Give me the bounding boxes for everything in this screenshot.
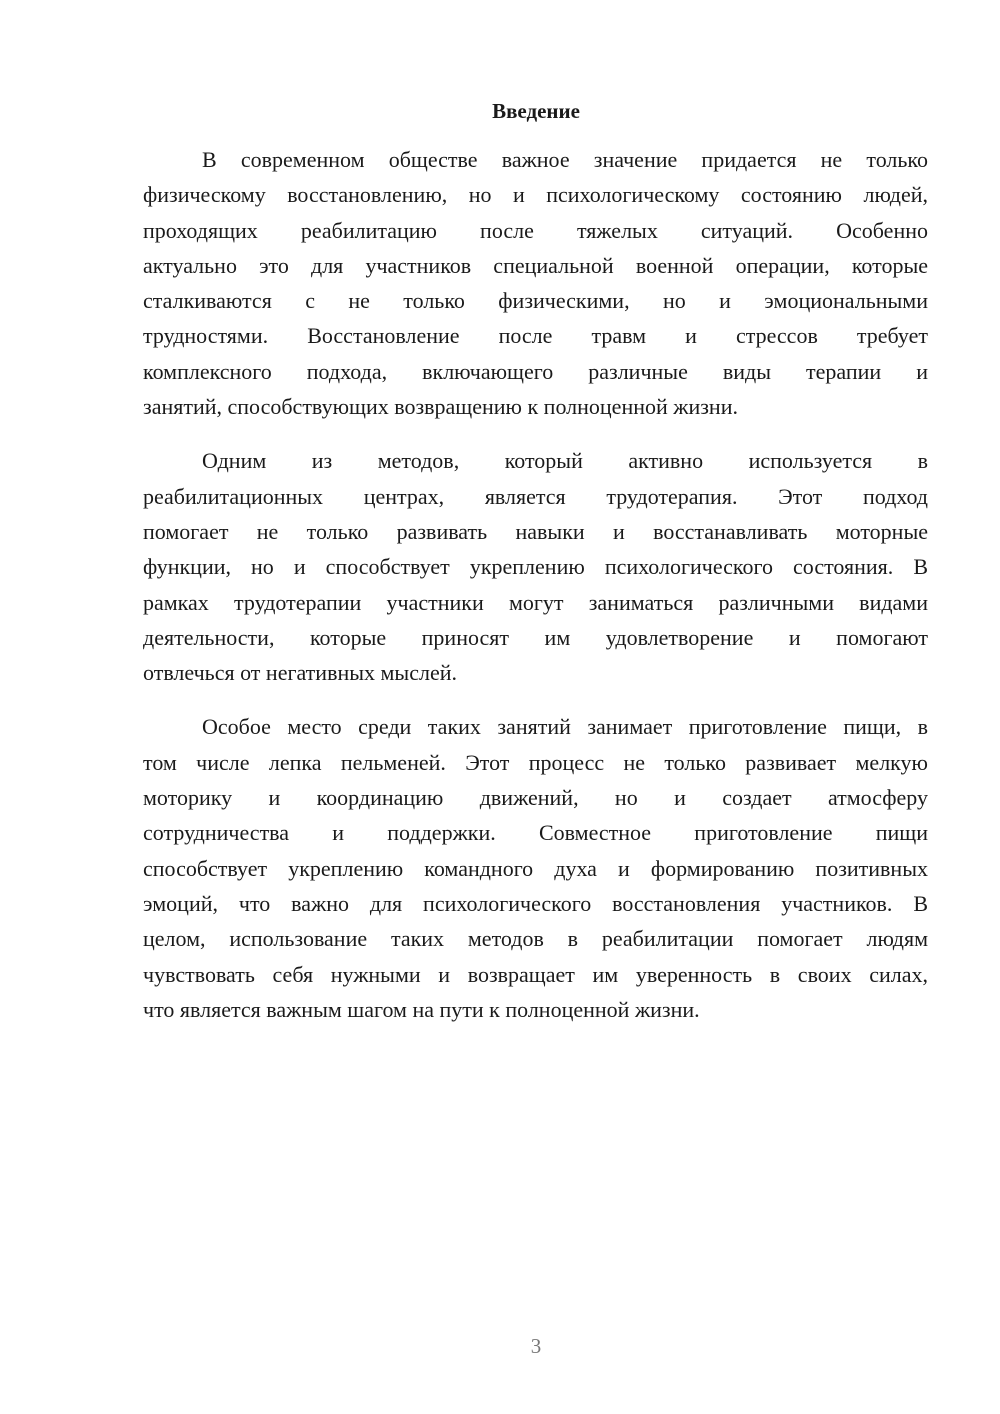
text-line: эмоций, что важно для психологического восстановления участников. В [143,890,928,916]
body-text [143,142,928,1046]
text-line: отвлечься от негативных мыслей. [143,660,457,686]
text-line: комплексного подхода, включающего различные виды терапии и [143,358,928,384]
paragraph [143,709,928,1027]
text-line: чувствовать себя нужными и возвращает им уверенность в своих силах, [143,961,928,987]
text-line: способствует укреплению командного духа и формированию позитивных [143,855,928,881]
text-line: актуально это для участников специальной военной операции, которые [143,252,928,278]
text-line: В современном обществе важное значение придается не только [202,147,928,172]
text-line: реабилитационных центрах, является трудотерапия. Этот подход [143,483,928,509]
section-heading: Введение [492,99,580,123]
text-line: трудностями. Восстановление после травм и стрессов требует [143,323,928,349]
text-line: деятельности, которые приносят им удовлетворение и помогают [143,624,928,650]
text-line: целом, использование таких методов в реабилитации помогает людям [143,926,928,952]
page-number: 3 [530,1334,542,1358]
text-line: рамках трудотерапии участники могут заниматься различными видами [143,589,928,615]
paragraph [143,443,928,690]
text-line: Особое место среди таких занятий занимает приготовление пищи, в [202,714,928,740]
text-line: моторику и координацию движений, но и создает атмосферу [143,785,928,811]
text-line: сталкиваются с не только физическими, но и эмоциональными [143,288,928,314]
text-line: сотрудничества и поддержки. Совместное приготовление пищи [143,820,928,846]
text-line: что является важным шагом на пути к полноценной жизни. [143,996,700,1022]
text-line: помогает не только развивать навыки и восстанавливать моторные [143,518,928,544]
paragraph [143,142,928,424]
text-line: проходящих реабилитацию после тяжелых ситуаций. Особенно [143,217,928,243]
text-line: занятий, способствующих возвращению к полноценной жизни. [143,394,738,420]
text-line: физическому восстановлению, но и психологическому состоянию людей, [143,182,928,208]
text-line: Одним из методов, который активно используется в [202,448,928,474]
text-line: функции, но и способствует укреплению психологического состояния. В [143,554,928,580]
text-line: том числе лепка пельменей. Этот процесс не только развивает мелкую [143,749,928,775]
